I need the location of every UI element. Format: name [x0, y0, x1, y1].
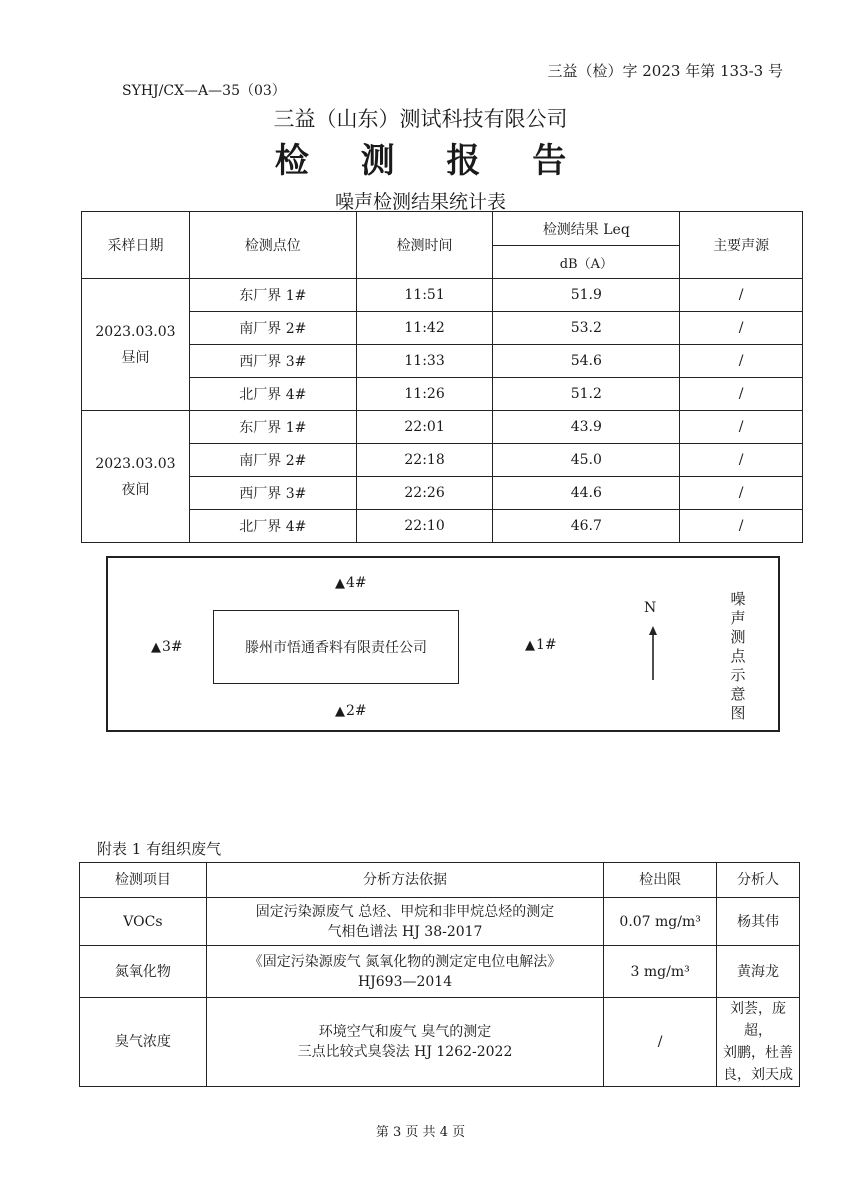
- point-4-marker: [335, 575, 367, 591]
- point-1-label: 1#: [536, 637, 557, 653]
- value-cell: 44.6: [493, 477, 680, 510]
- header-source: 主要声源: [680, 212, 803, 279]
- date-text: 2023.03.03: [95, 323, 176, 340]
- time-cell: 11:51: [356, 279, 493, 312]
- period-text: 夜间: [121, 481, 150, 498]
- table-row: [82, 378, 803, 411]
- report-title: 检 测 报 告: [274, 141, 587, 181]
- analyst-cell: 黄海龙: [717, 946, 800, 998]
- company-name: 三益（山东）测试科技有限公司: [273, 107, 568, 131]
- table-row: [82, 477, 803, 510]
- table-row: [82, 510, 803, 543]
- value-cell: 46.7: [493, 510, 680, 543]
- analyst-line: 良，刘天成: [723, 1067, 794, 1083]
- value-cell: 51.2: [493, 378, 680, 411]
- table-row: [80, 998, 800, 1087]
- point-cell: 西厂界 3#: [189, 477, 356, 510]
- analyst-line: 刘鹏，杜善: [723, 1045, 794, 1061]
- value-cell: 51.9: [493, 279, 680, 312]
- method-cell: [206, 946, 603, 998]
- header-unit: dB（A）: [493, 246, 680, 279]
- method-line: 《固定污染源废气 氮氧化物的测定定电位电解法》: [248, 953, 562, 970]
- header-analyst: 分析人: [717, 863, 800, 898]
- diagram-company-name: 滕州市悟通香料有限责任公司: [245, 640, 427, 656]
- point-2-label: 2#: [346, 703, 367, 719]
- value-cell: 54.6: [493, 345, 680, 378]
- north-arrow-icon: [647, 626, 659, 682]
- time-cell: 22:26: [356, 477, 493, 510]
- value-cell: 45.0: [493, 444, 680, 477]
- triangle-icon: ▲: [335, 704, 345, 719]
- limit-cell: 0.07 mg/m³: [604, 898, 717, 946]
- triangle-icon: ▲: [525, 638, 535, 653]
- date-cell: [82, 411, 190, 543]
- point-3-label: 3#: [162, 639, 183, 655]
- period-text: 昼间: [121, 349, 150, 366]
- source-cell: /: [680, 279, 803, 312]
- noise-point-diagram: [106, 556, 780, 732]
- point-cell: 南厂界 2#: [189, 312, 356, 345]
- header-method: 分析方法依据: [206, 863, 603, 898]
- table-row: [80, 898, 800, 946]
- triangle-icon: ▲: [151, 640, 161, 655]
- noise-results-table: [81, 211, 803, 543]
- source-cell: /: [680, 345, 803, 378]
- time-cell: 22:10: [356, 510, 493, 543]
- value-cell: 43.9: [493, 411, 680, 444]
- time-cell: 11:26: [356, 378, 493, 411]
- page-number: 第 3 页 共 4 页: [375, 1125, 466, 1140]
- method-line: HJ693—2014: [357, 973, 453, 990]
- appendix-gas-table: [79, 862, 800, 1087]
- appendix-title: 附表 1 有组织废气: [97, 840, 222, 858]
- point-cell: 南厂界 2#: [189, 444, 356, 477]
- time-cell: 11:42: [356, 312, 493, 345]
- header-limit: 检出限: [604, 863, 717, 898]
- method-line: 气相色谱法 HJ 38-2017: [327, 923, 483, 940]
- report-number: 三益（检）字 2023 年第 133-3 号: [547, 62, 783, 80]
- method-line: 环境空气和废气 臭气的测定: [318, 1024, 492, 1040]
- source-cell: /: [680, 378, 803, 411]
- point-2-marker: [335, 703, 367, 719]
- table-row: [82, 345, 803, 378]
- date-text: 2023.03.03: [95, 455, 176, 472]
- limit-cell: /: [604, 998, 717, 1087]
- table-title: 噪声检测结果统计表: [334, 191, 506, 213]
- table-row: [82, 279, 803, 312]
- north-label: N: [644, 600, 657, 616]
- table-row: [82, 411, 803, 444]
- source-cell: /: [680, 312, 803, 345]
- method-cell: [206, 998, 603, 1087]
- item-cell: VOCs: [80, 898, 207, 946]
- method-line: 固定污染源废气 总烃、甲烷和非甲烷总烃的测定: [255, 903, 555, 920]
- point-cell: 西厂界 3#: [189, 345, 356, 378]
- triangle-icon: ▲: [335, 576, 345, 591]
- analyst-cell: [717, 998, 800, 1087]
- point-cell: 北厂界 4#: [189, 378, 356, 411]
- point-cell: 东厂界 1#: [189, 279, 356, 312]
- source-cell: /: [680, 510, 803, 543]
- table-row: [82, 444, 803, 477]
- item-cell: 臭气浓度: [80, 998, 207, 1087]
- header-result: 检测结果 Leq: [493, 212, 680, 246]
- table-row: [82, 312, 803, 345]
- point-cell: 东厂界 1#: [189, 411, 356, 444]
- source-cell: /: [680, 477, 803, 510]
- point-cell: 北厂界 4#: [189, 510, 356, 543]
- analyst-line: 刘荟，庞超，: [730, 1001, 787, 1039]
- point-4-label: 4#: [346, 575, 367, 591]
- header-time: 检测时间: [356, 212, 493, 279]
- limit-cell: 3 mg/m³: [604, 946, 717, 998]
- value-cell: 53.2: [493, 312, 680, 345]
- method-cell: [206, 898, 603, 946]
- item-cell: 氮氧化物: [80, 946, 207, 998]
- time-cell: 11:33: [356, 345, 493, 378]
- point-1-marker: [525, 637, 557, 653]
- header-item: 检测项目: [80, 863, 207, 898]
- point-3-marker: [151, 639, 183, 655]
- table-row: [80, 946, 800, 998]
- diagram-company-box: [213, 610, 459, 684]
- header-point: 检测点位: [189, 212, 356, 279]
- form-code: SYHJ/CX—A—35（03）: [122, 83, 286, 99]
- date-cell: [82, 279, 190, 411]
- time-cell: 22:01: [356, 411, 493, 444]
- method-line: 三点比较式臭袋法 HJ 1262-2022: [297, 1044, 513, 1060]
- source-cell: /: [680, 411, 803, 444]
- diagram-label: 噪声测点示意图: [730, 590, 746, 722]
- header-date: 采样日期: [82, 212, 190, 279]
- analyst-cell: 杨其伟: [717, 898, 800, 946]
- source-cell: /: [680, 444, 803, 477]
- time-cell: 22:18: [356, 444, 493, 477]
